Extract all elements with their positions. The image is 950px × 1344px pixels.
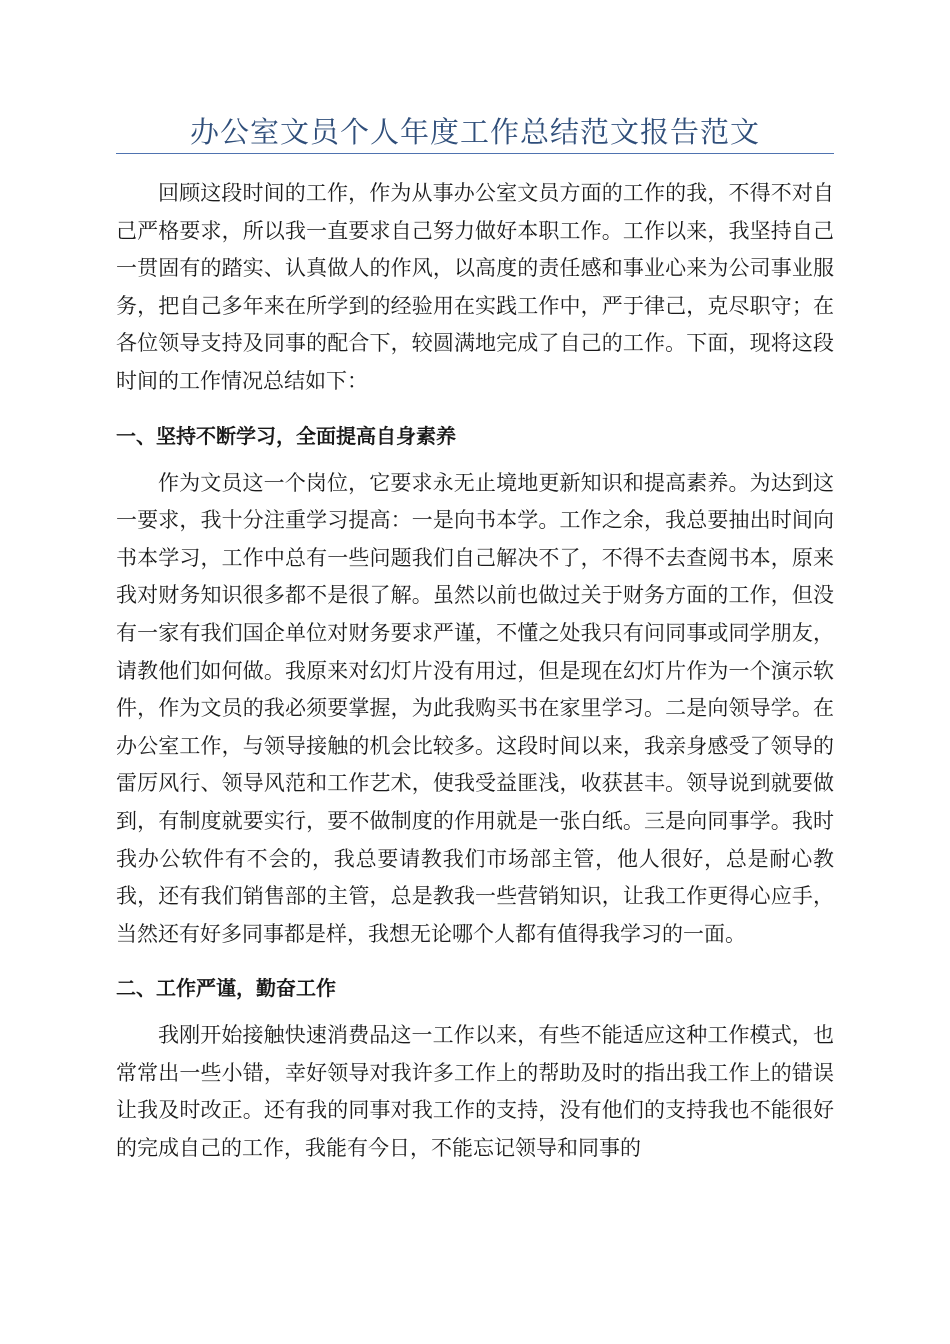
title-underline: [116, 153, 834, 154]
section-2-paragraph: 我刚开始接触快速消费品这一工作以来，有些不能适应这种工作模式，也常常出一些小错，幸好领导对我许多工作上的帮助及时的指出我工作上的错误让我及时改正。还有我的同事对我工作的支持，没有他们的支持我也不能很好的完成自己的工作，我能有今日，不能忘记领导和同事的: [116, 1023, 834, 1161]
document-body: [116, 175, 834, 1168]
section-1-heading: 一、坚持不断学习，全面提高自身素养: [116, 423, 456, 448]
section-2-heading: 二、工作严谨，勤奋工作: [116, 976, 336, 1001]
section-1-paragraph: 作为文员这一个岗位，它要求永无止境地更新知识和提高素养。为达到这一要求，我十分注重学习提高：一是向书本学。工作之余，我总要抽出时间向书本学习，工作中总有一些问题我们自己解决不了，不得不去查阅书本，原来我对财务知识很多都不是很了解。虽然以前也做过关于财务方面的工作，但没有一家有我们国企单位对财务要求严谨，不懂之处我只有问同事或同学朋友，请教他们如何做。我原来对幻灯片没有用过，但是现在幻灯片作为一个演示软件，作为文员的我必须要掌握，为此我购买书在家里学习。二是向领导学。在办公室工作，与领导接触的机会比较多。这段时间以来，我亲身感受了领导的雷厉风行、领导风范和工作艺术，使我受益匪浅，收获甚丰。领导说到就要做到，有制度就要实行，要不做制度的作用就是一张白纸。三是向同事学。我时我办公软件有不会的，我总要请教我们市场部主管，他人很好，总是耐心教我，还有我们销售部的主管，总是教我一些营销知识，让我工作更得心应手，当然还有好多同事都是样，我想无论哪个人都有值得我学习的一面。: [116, 470, 834, 946]
intro-paragraph: 回顾这段时间的工作，作为从事办公室文员方面的工作的我，不得不对自己严格要求，所以我一直要求自己努力做好本职工作。工作以来，我坚持自己一贯固有的踏实、认真做人的作风，以高度的责任感和事业心来为公司事业服务，把自己多年来在所学到的经验用在实践工作中，严于律己，克尽职守；在各位领导支持及同事的配合下，较圆满地完成了自己的工作。下面，现将这段时间的工作情况总结如下：: [116, 181, 834, 393]
document-title: 办公室文员个人年度工作总结范文报告范文: [189, 115, 760, 149]
